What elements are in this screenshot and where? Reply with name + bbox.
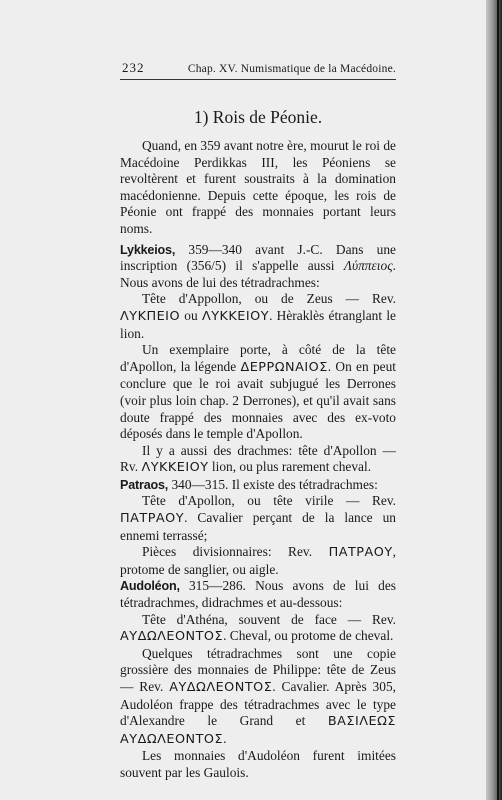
book-spine-shadow	[486, 0, 502, 800]
header-rule	[120, 79, 396, 80]
greek-legend: ΔΕΡΡΩΝΑΙΟΣ	[240, 359, 328, 375]
lykkeios-paragraph-4: Il y a aussi des drachmes: tête d'Apollon — Rv. ΛΥΚΚΕΙΟΥ lion, ou plus rarement cheval.	[120, 442, 396, 476]
greek-legend: ΠΑΤΡΑΟΥ	[120, 511, 185, 527]
section-title: 1) Rois de Péonie.	[193, 107, 323, 127]
greek-legend: ΛΥΚΚΕΙΟΥ	[141, 460, 209, 476]
audoleon-paragraph-3: Quelques tétradrachmes sont une copie grossière des monnaies de Philippe: tête de Zeus — Rev. ΑΥΔΩΛΕΟΝΤΟΣ. Cavalier. Après 305, Audoléon frappe des tétradrachmes avec le type d'Alexandre le Grand et ΒΑΣΙΛΕΩΣ ΑΥΔΩΛΕΟΝΤΟΣ.	[120, 645, 396, 747]
patraos-entry: Patraos, 340—315. Il existe des tétradrachmes:	[120, 476, 378, 492]
section-patraos	[120, 477, 396, 579]
audoleon-paragraph-2: Tête d'Athéna, souvent de face — Rev. ΑΥΔΩΛΕΟΝΤΟΣ. Cheval, ou protome de cheval.	[120, 611, 396, 645]
section-audoleon	[120, 578, 396, 781]
patraos-paragraph-2: Tête d'Apollon, ou tête virile — Rev. ΠΑΤΡΑΟΥ. Cavalier perçant de la lance un ennemi terrassé;	[120, 493, 396, 543]
greek-legend: ΛΥΚΠΕΙΟ	[120, 308, 181, 324]
intro-paragraph: Quand, en 359 avant notre ère, mourut le roi de Macédoine Perdikkas III, les Péoniens se revoltèrent et furent soustraits à la domination macédonienne. Depuis cette époque, les rois de Péonie ont frappé des monnaies portant leurs noms.	[120, 138, 396, 236]
king-name-audoleon: Audoléon,	[120, 579, 180, 594]
greek-legend: ΑΥΔΩΛΕΟΝΤΟΣ	[120, 629, 224, 645]
greek-word: Λύππειος	[343, 258, 393, 274]
king-name-lykkeios: Lykkeios,	[120, 242, 176, 257]
greek-legend: ΑΥΔΩΛΕΟΝΤΟΣ	[169, 680, 273, 695]
lykkeios-paragraph-3: Un exemplaire porte, à côté de la tête d'Apollon, la légende ΔΕΡΡΩΝΑΙΟΣ. On en peut conclure que le roi avait subjugué les Derrones (voir plus loin chap. 2 Derrones), et qu'il avait sans doute frappé des monnaies avec des ex-voto déposés dans le temple d'Apollon.	[120, 342, 396, 442]
greek-legend: ΒΑΣΙΛΕΩΣ ΑΥΔΩΛΕΟΝΤΟΣ	[120, 714, 396, 747]
greek-legend: ΛΥΚΚΕΙΟΥ	[201, 308, 270, 324]
greek-legend: ΠΑΤΡΑΟΥ	[328, 545, 393, 561]
running-title: Chap. XV. Numismatique de la Macédoine.	[187, 63, 396, 75]
patraos-paragraph-3: Pièces divisionnaires: Rev. ΠΑΤΡΑΟΥ, protome de sanglier, ou aigle.	[120, 544, 396, 577]
lykkeios-entry: Lykkeios, 359—340 avant J.-C. Dans une inscription (356/5) il s'appelle aussi Λύππειος. Nous avons de lui des tétradrachmes:	[120, 241, 396, 290]
running-header	[122, 60, 396, 76]
page-number: 232	[122, 60, 145, 75]
king-name-patraos: Patraos,	[120, 477, 169, 492]
audoleon-entry: Audoléon, 315—286. Nous avons de lui des tétradrachmes, didrachmes et au-dessous:	[120, 578, 396, 611]
lykkeios-paragraph-2: Tête d'Appollon, ou de Zeus — Rev. ΛΥΚΠΕΙΟ ou ΛΥΚΚΕΙΟΥ. Hèraklès étranglant le lion.	[120, 291, 396, 341]
book-spine-edge	[497, 0, 499, 800]
section-lykkeios	[120, 242, 396, 477]
audoleon-paragraph-4: Les monnaies d'Audoléon furent imitées souvent par les Gaulois.	[120, 748, 396, 780]
page-body	[120, 106, 396, 782]
